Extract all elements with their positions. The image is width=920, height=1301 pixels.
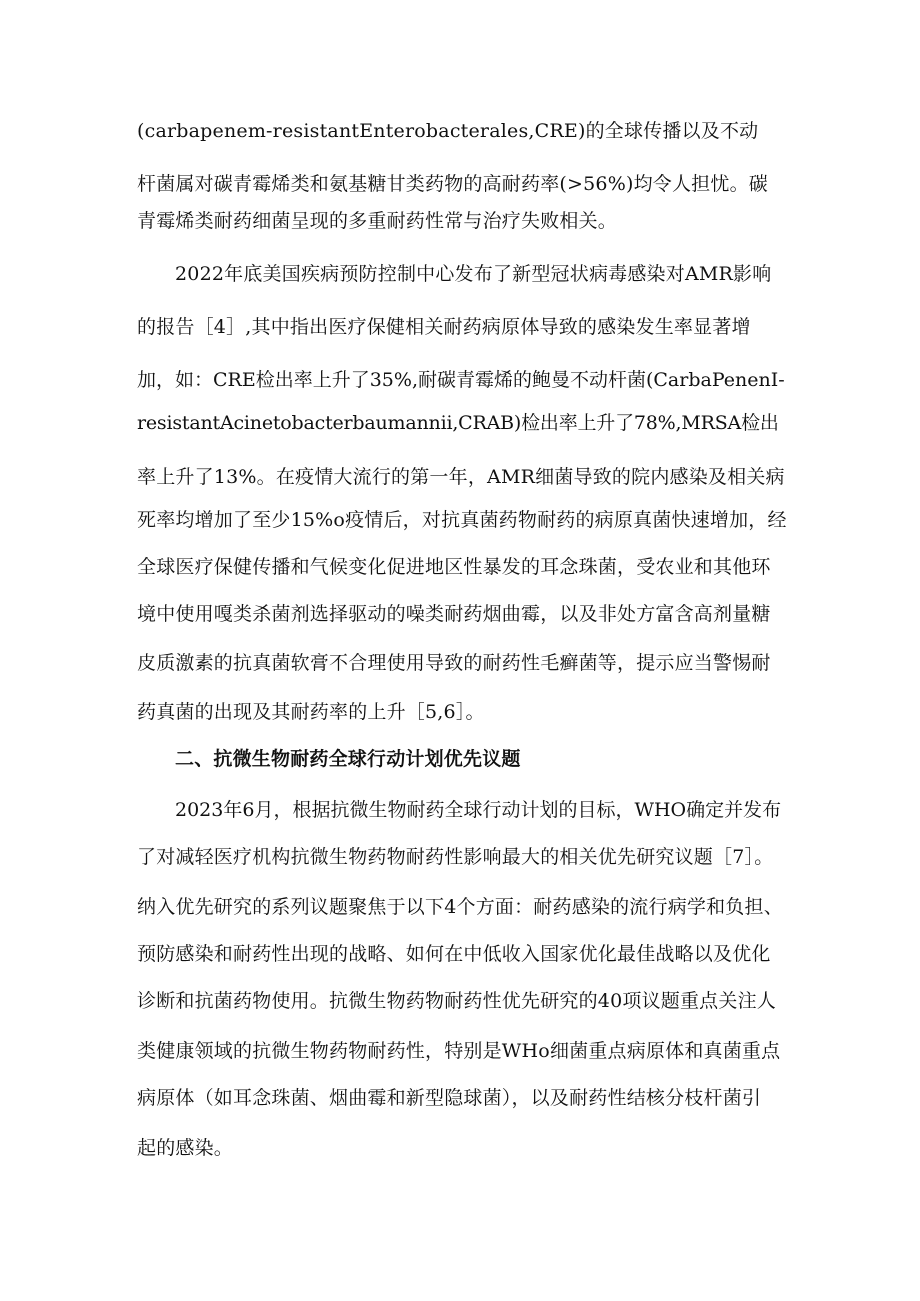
paragraph-1-line-3: 青霉烯类耐药细菌呈现的多重耐药性常与治疗失败相关。 [137,210,618,232]
paragraph-1-line-2: 杆菌属对碳青霉烯类和氨基糖甘类药物的高耐药率(>56%)均令人担忧。碳 [137,173,768,195]
paragraph-2-line-1: 2022年底美国疾病预防控制中心发布了新型冠状病毒感染对AMR影响 [175,263,772,285]
paragraph-3-line-4: 预防感染和耐药性出现的战略、如何在中低收入国家优化最佳战略以及优化 [137,943,771,965]
paragraph-2-line-2: 的报告［4］,其中指出医疗保健相关耐药病原体导致的感染发生率显著增 [137,316,751,338]
paragraph-2-line-4: resistantAcinetobacterbaumannii,CRAB)检出率上升了78%,MRSA检出 [137,412,779,434]
paragraph-2-line-9: 皮质激素的抗真菌软膏不合理使用导致的耐药性毛癣菌等，提示应当警惕耐 [137,652,771,674]
paragraph-2-line-5: 率上升了13%。在疫情大流行的第一年，AMR细菌导致的院内感染及相关病 [137,466,785,488]
paragraph-3-line-2: 了对减轻医疗机构抗微生物药物耐药性影响最大的相关优先研究议题［7］。 [137,846,774,868]
paragraph-3-line-5: 诊断和抗菌药物使用。抗微生物药物耐药性优先研究的40项议题重点关注人 [137,990,776,1012]
paragraph-3-line-3: 纳入优先研究的系列议题聚焦于以下4个方面：耐药感染的流行病学和负担、 [137,896,783,918]
paragraph-2-line-3: 加，如：CRE检出率上升了35%,耐碳青霉烯的鲍曼不动杆菌(CarbaPenenI- [137,369,785,391]
paragraph-3-line-8: 起的感染。 [137,1137,234,1159]
section-heading: 二、抗微生物耐药全球行动计划优先议题 [175,748,521,770]
paragraph-2-line-10: 药真菌的出现及其耐药率的上升［5,6］。 [137,701,485,723]
paragraph-3-line-7: 病原体（如耳念珠菌、烟曲霉和新型隐球菌），以及耐药性结核分枝杆菌引 [137,1087,762,1109]
paragraph-1-line-1: (carbapenem-resistantEnterobacterales,CRE)的全球传播以及不动 [137,120,759,142]
paragraph-3-line-1: 2023年6月，根据抗微生物耐药全球行动计划的目标，WHO确定并发布 [175,799,782,821]
paragraph-2-line-6: 死率均增加了至少15%o疫情后，对抗真菌药物耐药的病原真菌快速增加，经 [137,509,787,531]
paragraph-2-line-7: 全球医疗保健传播和气候变化促进地区性暴发的耳念珠菌，受农业和其他环 [137,556,771,578]
paragraph-2-line-8: 境中使用嘎类杀菌剂选择驱动的噪类耐药烟曲霉，以及非处方富含高剂量糖 [137,603,771,625]
paragraph-3-line-6: 类健康领域的抗微生物药物耐药性，特别是WHo细菌重点病原体和真菌重点 [137,1040,781,1062]
